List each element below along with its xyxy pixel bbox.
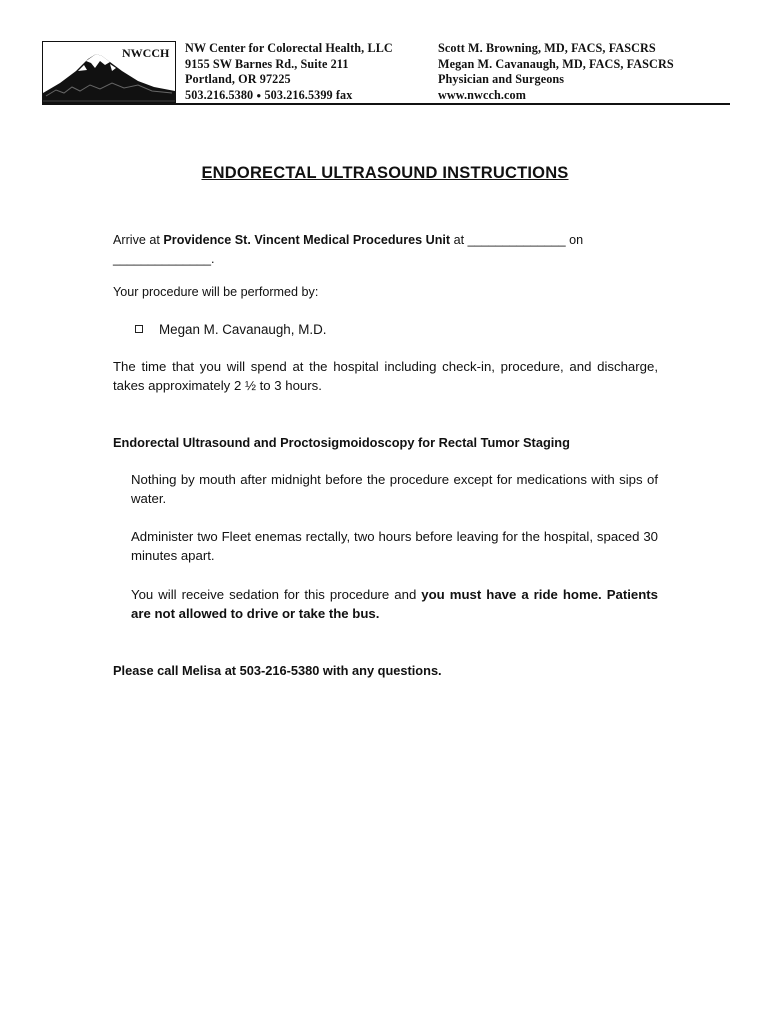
instruction-fasting: Nothing by mouth after midnight before the procedure except for medications with sips of water. (131, 472, 658, 506)
practice-website: www.nwcch.com (438, 87, 526, 102)
contact-note: Please call Melisa at 503-216-5380 with any questions. (113, 663, 442, 678)
nwcch-logo (42, 41, 176, 105)
practice-address-line1: 9155 SW Barnes Rd., Suite 211 (185, 56, 349, 71)
arrive-location: Providence St. Vincent Medical Procedures Unit (163, 233, 451, 247)
arrival-instructions (113, 231, 673, 269)
physician-name-2: Megan M. Cavanaugh, MD, FACS, FASCRS (438, 56, 674, 71)
header-rule (176, 103, 730, 105)
document-title: ENDORECTAL ULTRASOUND INSTRUCTIONS (201, 164, 569, 182)
logo-text: NWCCH (122, 46, 170, 60)
phone-separator-bullet: ● (256, 90, 262, 100)
instruction-sedation (131, 585, 658, 623)
practice-fax: 503.216.5399 fax (264, 87, 353, 102)
doctor-option (135, 320, 326, 339)
arrive-time-blank: at ______________ on (450, 233, 584, 247)
practice-name: NW Center for Colorectal Health, LLC (185, 41, 393, 55)
checkbox-icon (135, 325, 143, 333)
instruction-sedation-text: You will receive sedation for this procedure and (131, 587, 422, 602)
section-heading: Endorectal Ultrasound and Proctosigmoidoscopy for Rectal Tumor Staging (113, 435, 570, 450)
physician-name-1: Scott M. Browning, MD, FACS, FASCRS (438, 41, 656, 55)
duration-paragraph: The time that you will spend at the hospital including check-in, procedure, and discharge, takes approximately 2 ½ to 3 hours. (113, 359, 658, 393)
arrive-prefix: Arrive at (113, 233, 164, 247)
practice-address-line2: Portland, OR 97225 (185, 72, 291, 87)
instruction-enemas: Administer two Fleet enemas rectally, two hours before leaving for the hospital, spaced 30 minutes apart. (131, 529, 658, 563)
arrive-date-blank: ______________. (113, 252, 215, 266)
practice-info (185, 41, 393, 103)
doctor-option-label: Megan M. Cavanaugh, M.D. (159, 322, 327, 337)
practice-phone: 503.216.5380 (185, 87, 254, 102)
physician-role: Physician and Surgeons (438, 72, 565, 87)
performed-by-label: Your procedure will be performed by: (113, 285, 319, 299)
instruction-sedation-warning: you must have a ride home. Patients are not allowed to drive or take the bus. (131, 587, 659, 621)
practice-phone-fax (185, 88, 393, 104)
physician-info (438, 41, 674, 103)
